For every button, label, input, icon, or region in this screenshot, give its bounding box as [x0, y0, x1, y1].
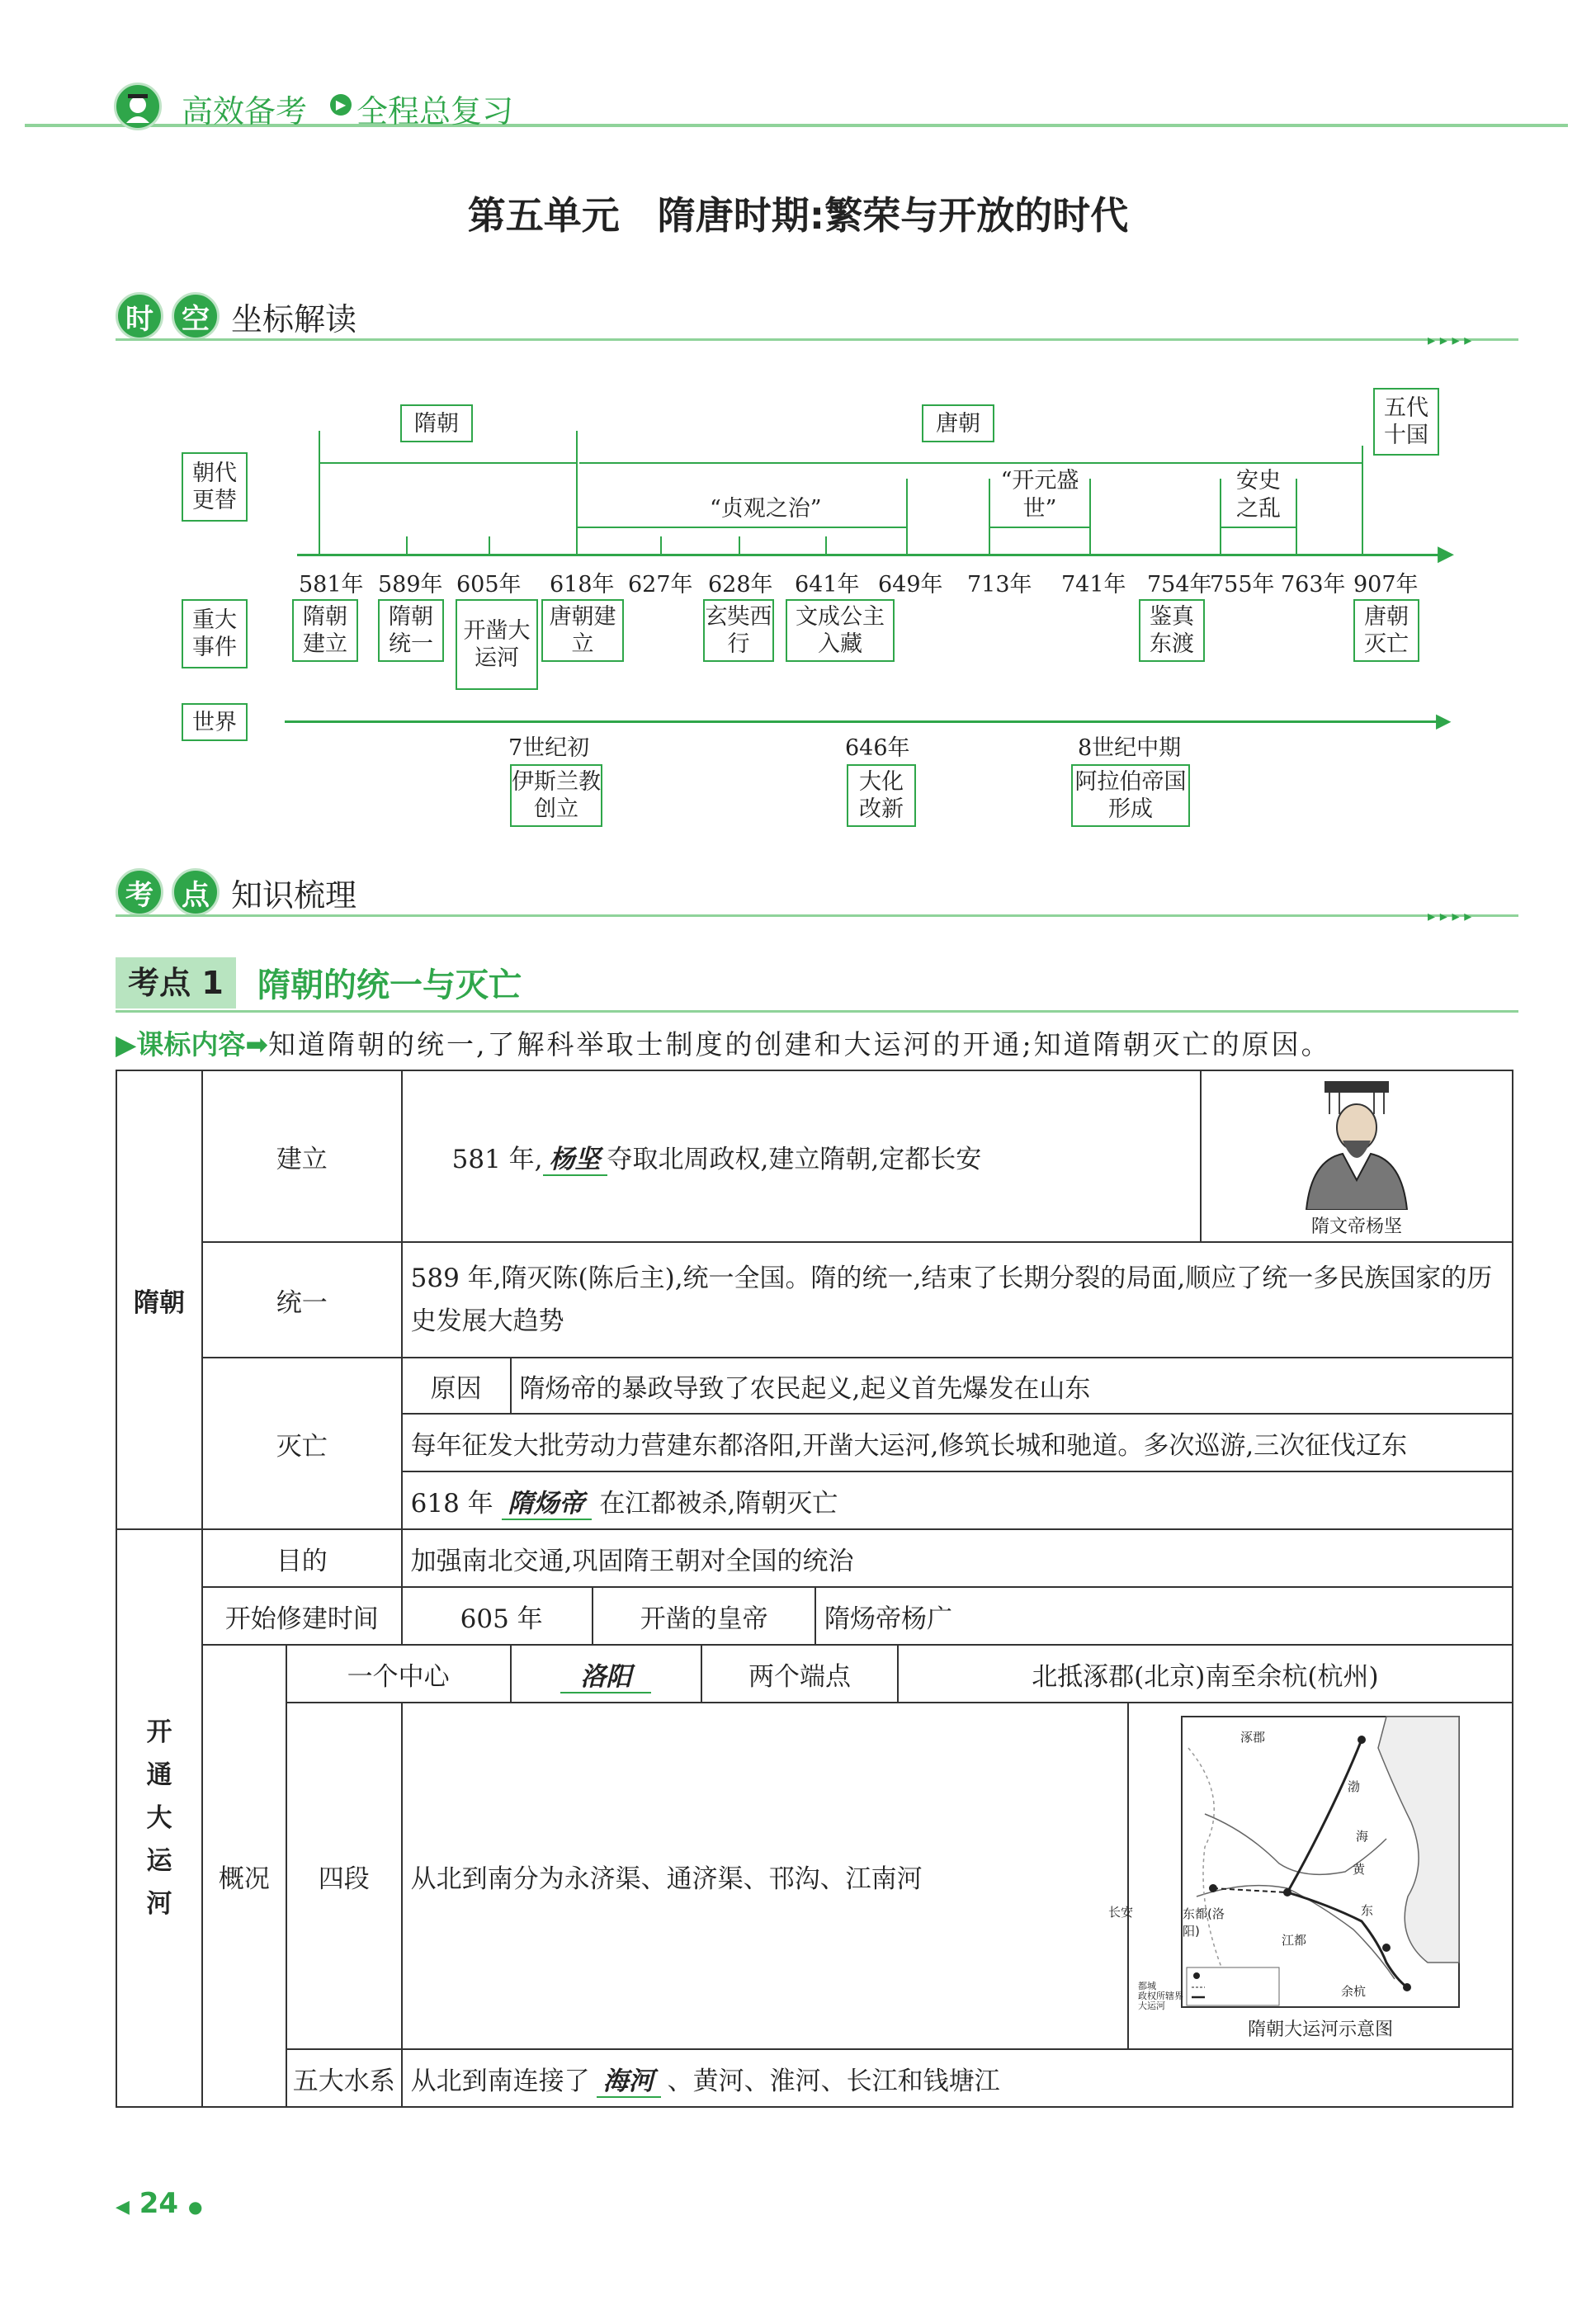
emperor-portrait-icon	[1295, 1075, 1419, 1210]
cell-center	[286, 1645, 511, 1703]
year-label: 628年	[708, 572, 773, 598]
label-center: 一个中心	[347, 1661, 450, 1692]
world-event: 阿拉伯帝国形成	[1071, 764, 1190, 827]
period-kaiyuan: “开元盛世”	[1000, 468, 1079, 522]
year-label: 713年	[967, 572, 1032, 598]
yuanyin-text: 隋炀帝的暴政导致了农民起义,起义首先爆发在山东	[519, 1373, 1091, 1404]
year-label: 649年	[878, 572, 943, 598]
tick-907	[1362, 446, 1363, 555]
cell-emperor-label	[593, 1587, 815, 1645]
event-box: 隋朝统一	[378, 599, 444, 662]
map-label-changan: 长安	[1108, 1905, 1134, 1920]
year-label: 605年	[456, 572, 522, 598]
page-dot-icon: ●	[187, 2197, 203, 2217]
label-sui: 隋朝	[133, 1287, 185, 1318]
label-miewang: 灭亡	[276, 1431, 328, 1462]
map-legend-canal: 大运河	[1138, 2000, 1165, 2011]
cell-endpoints-text	[898, 1645, 1513, 1703]
year-label: 581年	[299, 572, 364, 598]
map-label-yuhang: 余杭	[1341, 1984, 1367, 1999]
kaiyuan-range	[990, 527, 1089, 528]
curriculum-row	[116, 1023, 1331, 1062]
tick-628	[739, 536, 740, 555]
cell-sections	[286, 1703, 402, 2049]
tongyi-text: 589 年,隋灭陈(陈后主),统一全国。隋的统一,结束了长期分裂的局面,顺应了统一多民族国家的历史发展大趋势	[410, 1264, 1493, 1336]
tick-713	[989, 479, 990, 555]
period-anshi: 安史之乱	[1236, 468, 1281, 522]
year-label: 641年	[795, 572, 860, 598]
section2-rule	[116, 914, 1518, 917]
page-prev-icon: ◀	[116, 2197, 130, 2218]
cell-mudi-text	[402, 1529, 1513, 1587]
jianli-keyword: 杨坚	[543, 1145, 607, 1176]
label-gaikuang: 概况	[218, 1863, 270, 1894]
emperor-name: 隋炀帝杨广	[824, 1604, 952, 1634]
cell-emperor	[815, 1587, 1513, 1645]
student-avatar-icon	[114, 83, 162, 130]
cell-tongyi-text	[402, 1242, 1513, 1358]
label-mudi: 目的	[276, 1546, 328, 1576]
cell-miewang	[202, 1358, 402, 1529]
miewang-text1: 每年征发大批劳动力营建东都洛阳,开凿大运河,修筑长城和驰道。多次巡游,三次征伐辽东	[410, 1430, 1408, 1461]
year-label: 763年	[1281, 572, 1346, 598]
tick-763	[1296, 479, 1297, 555]
play-circle-icon: ▶	[330, 94, 352, 116]
world-event: 伊斯兰教创立	[510, 764, 602, 827]
world-date: 646年	[845, 735, 910, 761]
curriculum-text: 知道隋朝的统一,了解科举取士制度的创建和大运河的开通;知道隋朝灭亡的原因。	[268, 1028, 1331, 1060]
label-sections: 四段	[318, 1863, 370, 1894]
cell-tongyi	[202, 1242, 402, 1358]
event-box: 开凿大运河	[456, 599, 538, 690]
zhenguan-range	[578, 527, 906, 528]
label-start-time: 开始修建时间	[224, 1604, 379, 1634]
section2-title: 知识梳理	[231, 877, 357, 914]
page-number-row	[116, 2187, 202, 2220]
year-label: 754年	[1147, 572, 1212, 598]
label-jianli: 建立	[276, 1144, 328, 1174]
world-axis-arrowhead: ▶	[1436, 709, 1452, 732]
rivers-keyword: 海河	[597, 2067, 661, 2098]
label-yuanyin: 原因	[430, 1373, 482, 1404]
label-rivers: 五大水系	[292, 2066, 395, 2096]
label-tongyi: 统一	[276, 1287, 328, 1318]
year-label: 618年	[550, 572, 615, 598]
cell-rivers-text	[402, 2049, 1513, 2107]
row-label-world: 世界	[182, 703, 248, 741]
cell-endpoints	[701, 1645, 898, 1703]
anshi-range	[1221, 527, 1296, 528]
cell-start-year	[402, 1587, 593, 1645]
kaodian-title: 隋朝的统一与灭亡	[257, 966, 522, 1004]
section1-badge-2: 空	[172, 292, 220, 340]
map-label-dong: 东	[1361, 1903, 1374, 1918]
label-emperor: 开凿的皇帝	[640, 1604, 768, 1634]
cell-sui	[116, 1070, 202, 1529]
map-label-luoyang: 东都(洛阳)	[1183, 1906, 1225, 1939]
header-brand: 高效备考	[182, 93, 308, 130]
cell-start-time	[202, 1587, 402, 1645]
map-legend-border: 政权所辖界	[1138, 1991, 1183, 2001]
row-label-events: 重大事件	[182, 599, 248, 668]
cell-miewang-text2	[402, 1471, 1513, 1529]
portrait-caption: 隋文帝杨坚	[1311, 1216, 1403, 1237]
map-label-huang: 黄	[1353, 1862, 1366, 1877]
tick-641	[825, 536, 827, 555]
axis-arrowhead: ▶	[1438, 541, 1454, 566]
tick-755	[1220, 479, 1221, 555]
cell-gaikuang	[202, 1645, 286, 2107]
cell-jianli-text	[402, 1070, 1201, 1242]
event-box: 鉴真东渡	[1139, 599, 1205, 662]
section2-badge-1: 考	[116, 868, 163, 916]
kaodian-label: 考点 1	[116, 957, 236, 1008]
map-labels	[1108, 1720, 1389, 2014]
world-event: 大化改新	[847, 764, 916, 827]
event-box: 唐朝建立	[541, 599, 624, 662]
tick-627	[660, 536, 662, 555]
mudi-text: 加强南北交通,巩固隋王朝对全国的统治	[410, 1546, 854, 1576]
cell-yuanyin	[402, 1358, 511, 1414]
unit-title: 第五单元 隋唐时期:繁荣与开放的时代	[467, 193, 1129, 238]
rivers-pre: 从北到南连接了	[410, 2066, 590, 2096]
sui-range-line	[320, 462, 576, 464]
tang-range-line	[579, 462, 1362, 464]
header-subtitle: 全程总复习	[357, 93, 514, 130]
tick-581	[319, 431, 320, 555]
section1-badge-1: 时	[116, 292, 163, 340]
map-label-zhuojun: 涿郡	[1240, 1730, 1266, 1745]
page-number: 24	[139, 2187, 179, 2220]
row-label-dynasty: 朝代更替	[182, 452, 248, 522]
cell-yuanyin-text	[511, 1358, 1513, 1414]
cell-mudi	[202, 1529, 402, 1587]
map-label-jiangdu: 江都	[1282, 1933, 1307, 1948]
rivers-post: 、黄河、淮河、长江和钱塘江	[667, 2066, 1000, 2096]
section1-title: 坐标解读	[231, 301, 357, 338]
miewang-keyword: 隋炀帝	[502, 1489, 592, 1520]
tick-618	[576, 431, 578, 555]
world-date: 7世纪初	[508, 735, 590, 761]
cell-miewang-text1	[402, 1414, 1513, 1471]
cell-canal	[116, 1529, 202, 2107]
label-canal: 开通大运河	[146, 1717, 172, 1919]
year-label: 741年	[1061, 572, 1126, 598]
endpoints-text: 北抵涿郡(北京)南至余杭(杭州)	[1032, 1661, 1379, 1692]
start-year: 605 年	[460, 1604, 543, 1634]
cell-jianli	[202, 1070, 402, 1242]
year-label: 755年	[1210, 572, 1275, 598]
dynasty-tang: 唐朝	[922, 404, 994, 442]
year-label: 627年	[628, 572, 693, 598]
tick-649	[906, 479, 908, 555]
tick-589	[406, 536, 408, 555]
event-box: 唐朝灭亡	[1353, 599, 1419, 662]
section1-rule	[116, 338, 1518, 341]
dynasty-wudai: 五代十国	[1373, 388, 1439, 456]
tick-605	[489, 536, 490, 555]
map-legend-capital: 都城	[1138, 1981, 1156, 1991]
miewang-post: 在江都被杀,隋朝灭亡	[599, 1488, 838, 1519]
cell-rivers	[286, 2049, 402, 2107]
year-label: 589年	[378, 572, 443, 598]
jianli-pre: 581 年,	[451, 1144, 543, 1174]
curriculum-label: ▶课标内容➡	[116, 1028, 269, 1060]
event-box: 文成公主入藏	[786, 599, 895, 662]
cell-portrait	[1201, 1070, 1513, 1242]
world-axis	[285, 720, 1440, 723]
world-date: 8世纪中期	[1078, 735, 1182, 761]
miewang-pre: 618 年	[410, 1488, 493, 1519]
map-label-bo: 渤	[1348, 1779, 1361, 1794]
event-box: 隋朝建立	[292, 599, 358, 662]
jianli-post: 夺取北周政权,建立隋朝,定都长安	[607, 1144, 982, 1174]
center-keyword: 洛阳	[560, 1662, 651, 1693]
kaodian-rule	[116, 1010, 1518, 1013]
main-axis	[297, 554, 1443, 556]
section2-badge-2: 点	[172, 868, 220, 916]
year-label: 907年	[1353, 572, 1419, 598]
tick-741	[1089, 479, 1091, 555]
map-caption: 隋朝大运河示意图	[1248, 2019, 1394, 2040]
label-endpoints: 两个端点	[748, 1661, 851, 1692]
period-zhenguan: “贞观之治”	[710, 496, 822, 522]
cell-sections-text	[402, 1703, 1129, 2049]
sections-text: 从北到南分为永济渠、通济渠、邗沟、江南河	[410, 1863, 923, 1894]
map-label-hai: 海	[1356, 1829, 1369, 1844]
event-box: 玄奘西行	[703, 599, 774, 662]
dynasty-sui: 隋朝	[400, 404, 473, 442]
cell-center-kw	[511, 1645, 702, 1703]
section1-arrows: ▸ ▸ ▸ ▸	[1428, 332, 1472, 349]
section2-arrows: ▸ ▸ ▸ ▸	[1428, 908, 1472, 925]
header-bar	[25, 83, 1568, 130]
